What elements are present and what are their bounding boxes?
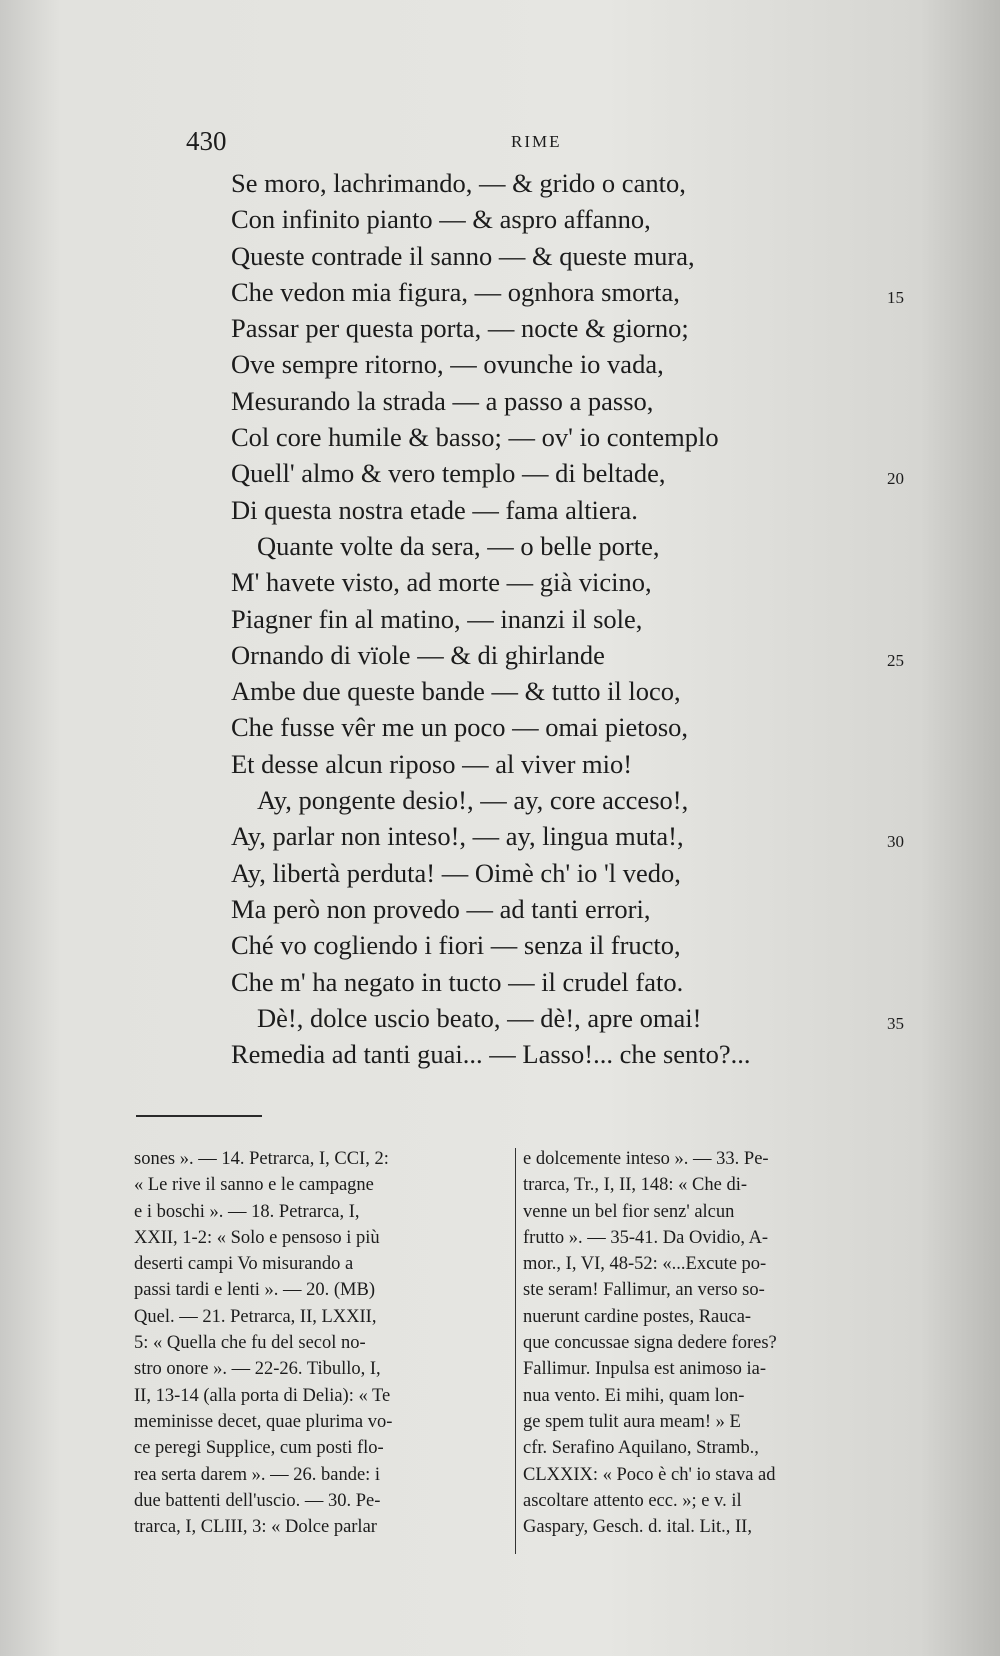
- verse-text: Dè!, dolce uscio beato, — dè!, apre omai!: [257, 1002, 702, 1033]
- line-number: 35: [887, 1013, 904, 1033]
- footnote-line: rea serta darem ». — 26. bande: i: [134, 1464, 381, 1485]
- page-header: [186, 126, 826, 156]
- footnote-line: meminisse decet, quae plurima vo-: [134, 1411, 393, 1432]
- footnote-line: venne un bel fior senz' alcun: [523, 1201, 735, 1222]
- verse-text: Che fusse vêr me un poco — omai pietoso,: [231, 712, 689, 743]
- footnotes: [134, 1146, 911, 1566]
- footnote-line: frutto ». — 35-41. Da Ovidio, A-: [523, 1227, 769, 1248]
- verse-text: Ove sempre ritorno, — ovunche io vada,: [231, 349, 664, 380]
- verse-text: Se moro, lachrimando, — & grido o canto,: [231, 168, 686, 198]
- footnote-line: due battenti dell'uscio. — 30. Pe-: [134, 1490, 381, 1511]
- footnotes-left-column: [134, 1146, 504, 1540]
- footnote-rule: [136, 1115, 262, 1117]
- verse-line: [231, 746, 851, 782]
- verse-line: [231, 1000, 904, 1036]
- footnote-line: « Le rive il sanno e le campagne: [134, 1175, 374, 1196]
- footnote-line: stro onore ». — 22-26. Tibullo, I,: [134, 1359, 381, 1380]
- footnote-line: II, 13-14 (alla porta di Delia): « Te: [134, 1385, 391, 1406]
- verse-text: Ornando di vïole — & di ghirlande: [231, 639, 605, 670]
- verse-text: Quante volte da sera, — o belle porte,: [257, 530, 660, 561]
- poem-text: [231, 165, 904, 1072]
- footnote-line: ascoltare attento ecc. »; e v. il: [523, 1490, 742, 1511]
- footnote-line: trarca, I, CLIII, 3: « Dolce parlar: [134, 1517, 377, 1538]
- footnote-line: Fallimur. Inpulsa est animoso ia-: [523, 1359, 767, 1380]
- verse-text: Et desse alcun riposo — al viver mio!: [231, 748, 633, 779]
- footnote-line: ce peregi Supplice, cum posti flo-: [134, 1438, 384, 1459]
- line-number: 20: [887, 469, 904, 489]
- verse-text: Col core humile & basso; — ov' io contemplo: [231, 422, 719, 453]
- footnote-line: ste seram! Fallimur, an verso so-: [523, 1280, 765, 1301]
- verse-text: Di questa nostra etade — fama altiera.: [231, 494, 638, 525]
- verse-line: [231, 274, 904, 310]
- footnote-line: que concussae signa dedere fores?: [523, 1333, 777, 1354]
- footnote-line: cfr. Serafino Aquilano, Stramb.,: [523, 1438, 759, 1459]
- verse-text: Ambe due queste bande — & tutto il loco,: [231, 676, 681, 707]
- footnote-line: XXII, 1-2: « Solo e pensoso i più: [134, 1227, 380, 1248]
- verse-line: [231, 927, 851, 963]
- verse-text: Ché vo cogliendo i fiori — senza il fructo,: [231, 930, 681, 961]
- verse-text: Ay, parlar non inteso!, — ay, lingua muta!,: [231, 821, 684, 852]
- column-divider: [515, 1148, 516, 1554]
- verse-line: [231, 964, 851, 1000]
- footnote-line: e i boschi ». — 18. Petrarca, I,: [134, 1201, 360, 1222]
- verse-line: [231, 855, 851, 891]
- verse-line: [231, 673, 851, 709]
- verse-line: [231, 238, 851, 274]
- verse-text: Ay, pongente desio!, — ay, core acceso!,: [257, 785, 689, 816]
- footnote-line: 5: « Quella che fu del secol no-: [134, 1333, 366, 1354]
- verse-line: [231, 346, 851, 382]
- verse-line: [231, 782, 851, 818]
- verse-text: Che m' ha negato in tucto — il crudel fato.: [231, 966, 684, 997]
- footnote-line: Quel. — 21. Petrarca, II, LXXII,: [134, 1306, 377, 1327]
- verse-text: Passar per questa porta, — nocte & giorno;: [231, 313, 689, 344]
- footnote-line: sones ». — 14. Petrarca, I, CCI, 2:: [134, 1149, 389, 1169]
- verse-line: [231, 492, 851, 528]
- footnotes-right-column: [523, 1146, 893, 1540]
- footnote-line: e dolcemente inteso ». — 33. Pe-: [523, 1149, 769, 1169]
- verse-line: [231, 891, 851, 927]
- verse-line: [231, 165, 851, 201]
- verse-text: Quell' almo & vero templo — di beltade,: [231, 458, 666, 489]
- verse-text: Queste contrade il sanno — & queste mura,: [231, 240, 695, 271]
- footnote-line: CLXXIX: « Poco è ch' io stava ad: [523, 1464, 776, 1485]
- verse-line: [231, 383, 851, 419]
- verse-text: Mesurando la strada — a passo a passo,: [231, 385, 654, 416]
- verse-line: [231, 637, 904, 673]
- verse-text: Che vedon mia figura, — ognhora smorta,: [231, 276, 680, 307]
- footnote-line: mor., I, VI, 48-52: «...Excute po-: [523, 1254, 767, 1275]
- verse-line: [231, 818, 904, 854]
- line-number: 30: [887, 832, 904, 852]
- verse-line: [231, 601, 851, 637]
- footnote-line: trarca, Tr., I, II, 148: « Che di-: [523, 1175, 748, 1196]
- running-title: RIME: [511, 132, 562, 151]
- verse-line: [231, 564, 851, 600]
- verse-line: [231, 455, 904, 491]
- footnote-line: deserti campi Vo misurando a: [134, 1254, 354, 1275]
- footnote-line: nua vento. Ei mihi, quam lon-: [523, 1385, 745, 1406]
- verse-line: [231, 709, 851, 745]
- footnote-line: ge spem tulit aura meam! » E: [523, 1411, 741, 1432]
- footnote-line: Gaspary, Gesch. d. ital. Lit., II,: [523, 1517, 752, 1538]
- verse-text: Remedia ad tanti guai... — Lasso!... che sento?...: [231, 1039, 751, 1070]
- verse-text: Piagner fin al matino, — inanzi il sole,: [231, 603, 643, 634]
- page-number: 430: [186, 126, 227, 156]
- footnote-line: nuerunt cardine postes, Rauca-: [523, 1306, 752, 1327]
- verse-line: [231, 201, 851, 237]
- verse-text: Ay, libertà perduta! — Oimè ch' io 'l vedo,: [231, 857, 681, 888]
- verse-line: [231, 419, 851, 455]
- verse-text: Con infinito pianto — & aspro affanno,: [231, 204, 651, 235]
- verse-text: Ma però non provedo — ad tanti errori,: [231, 893, 651, 924]
- footnote-line: passi tardi e lenti ». — 20. (MB): [134, 1280, 375, 1301]
- verse-text: M' havete visto, ad morte — già vicino,: [231, 567, 652, 598]
- verse-line: [231, 310, 851, 346]
- line-number: 15: [887, 287, 904, 307]
- verse-line: [231, 528, 851, 564]
- line-number: 25: [887, 650, 904, 670]
- verse-line: [231, 1036, 851, 1072]
